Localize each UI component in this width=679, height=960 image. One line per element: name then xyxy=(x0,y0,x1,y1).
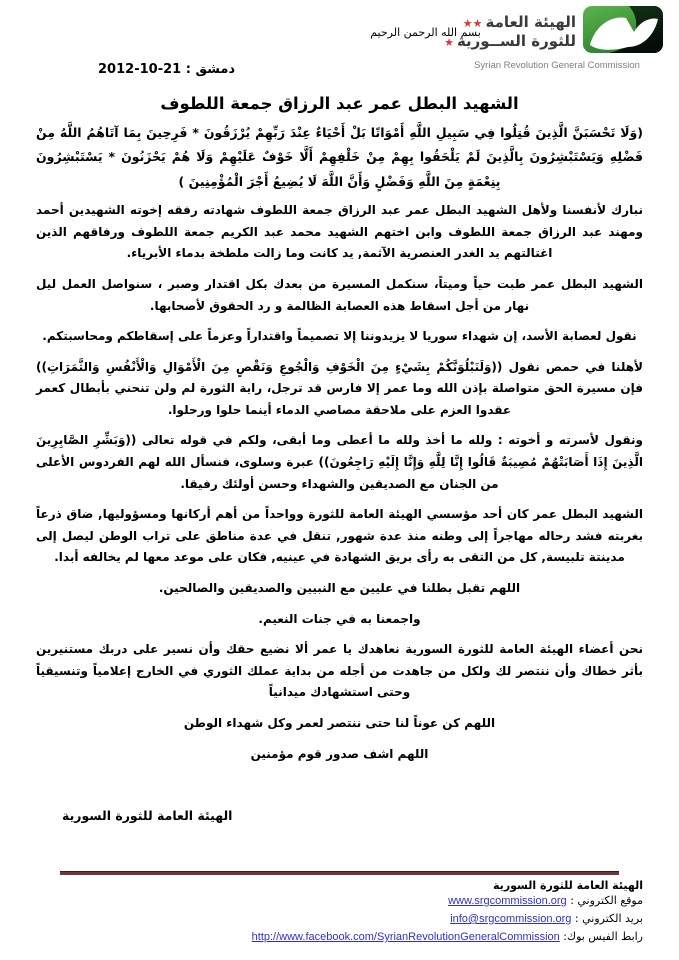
paragraph: ونقول لأسرته و أخوته : ولله ما أخذ ولله ما أعطى وما أبقى، ولكم في قوله تعالى ((وَبَشِّرِ الصَّابِرِينَ الَّذِينَ إِذَا أَصَابَتْهُمْ مُصِيبَةٌ قَالُوا إِنَّا لِلَّهِ وَإِنَّا إِلَيْهِ رَاجِعُونَ)) عبرة وسلوى، فنسأل الله لهم الفردوس الأعلى من الجنان مع الصديقين والشهداء وحسن أولئك رفيقا. xyxy=(36,433,643,491)
signature: الهيئة العامة للثورة السورية xyxy=(62,808,233,824)
paragraph: اللهم تقبل بطلنا في عليين مع النبيين والصديقين والصالحين. xyxy=(158,581,521,596)
paragraph: واجمعنا به في جنات النعيم. xyxy=(258,611,421,626)
city-date-line: دمشق : 21-10-2012 xyxy=(98,62,236,77)
footer-divider xyxy=(60,871,619,875)
srgc-logo-name xyxy=(444,13,576,51)
paragraph: نقول لعصابة الأسد، إن شهداء سوريا لا يزيدوننا إلا تصميماً واقتداراً وعزماً على إسقاطكم ومحاسبتكم. xyxy=(42,329,637,344)
star-icon-line2: ★ xyxy=(444,35,454,49)
website-label: موقع الكتروني : xyxy=(570,893,643,907)
website-link[interactable]: www.srgcommission.org xyxy=(448,894,567,907)
paragraph: اللهم اشف صدور قوم مؤمنين xyxy=(250,746,429,761)
quran-verse: (وَلَا تَحْسَبَنَّ الَّذِينَ قُتِلُوا فِي سَبِيلِ اللَّهِ أَمْوَاتًا بَلْ أَحْيَاءٌ عِنْدَ رَبِّهِمْ يُرْزَقُونَ * فَرِحِينَ بِمَا آتَاهُمُ اللَّهُ مِنْ فَضْلِهِ وَيَسْتَبْشِرُونَ بِالَّذِينَ لَمْ يَلْحَقُوا بِهِمْ مِنْ خَلْفِهِمْ أَلَّا خَوْفٌ عَلَيْهِمْ وَلَا هُمْ يَحْزَنُونَ * يَسْتَبْشِرُونَ بِنِعْمَةٍ مِنَ اللَّهِ وَفَضْلٍ وَأَنَّ اللَّهَ لَا يُضِيعُ أَجْرَ الْمُؤْمِنِينَ ) xyxy=(36,125,643,189)
srgc-logo-icon xyxy=(583,6,663,57)
paragraph: الشهيد البطل عمر كان أحد مؤسسي الهيئة العامة للثورة وواحداً من أهم أركانها ومسؤوليها, ضاق ذرعاً بغربته فشد رحاله مهاجراً إلى وطنه منذ عدة شهور, تنقل في عدة مناطق على تراب الوطن ليصل إلى مدينتة تلبيسة, كل من التقى به رأى بريق الشهادة في عينيه, فكان على موعد معها لم يخالفه أبدا. xyxy=(36,507,643,565)
srgc-logo xyxy=(444,6,663,71)
email-link[interactable]: info@srgcommission.org xyxy=(450,912,572,925)
logo-name-line1: الهيئة العامة xyxy=(485,12,576,31)
page-header xyxy=(36,6,643,88)
star-icons-line1: ★★ xyxy=(462,16,483,30)
bismillah-text: بسم الله الرحمن الرحيم xyxy=(370,26,481,39)
page-title: الشهيد البطل عمر عبد الرزاق جمعة اللطوف xyxy=(160,94,519,113)
page-footer xyxy=(36,871,643,960)
footer-org-name: الهيئة العامة للثورة السورية xyxy=(493,878,643,892)
facebook-link[interactable]: http://www.facebook.com/SyrianRevolutionGeneralCommission xyxy=(251,930,560,943)
paragraphs xyxy=(36,200,643,774)
paragraph: لأهلنا في حمص نقول ((وَلَنَبْلُوَنَّكُمْ بِشَيْءٍ مِنَ الْخَوْفِ وَالْجُوعِ وَنَقْصٍ مِنَ الْأَمْوَالِ وَالْأَنْفُسِ وَالثَّمَرَاتِ)) فإن مسيرة الحق متواصلة بإذن الله وما عمر إلا فارس قد ترجل، راية الثورة لم ولن تنحني بأبطال كعمر عقدوا العزم على ملاحقة مصاصي الدماء أينما حلوا ورحلوا. xyxy=(36,359,643,417)
footer-website-line xyxy=(36,892,643,910)
email-label: بريد الكتروني : xyxy=(574,911,643,925)
paragraph: نحن أعضاء الهيئة العامة للثورة السورية نعاهدك يا عمر ألا نضيع حقك وأن نسير على دربك مستنيرين بأثر خطاك وأن ننتصر لك ولكل من جاهدت من أجله من بداية عملك الثوري في الخارج إعلامياً وتنسيقياً وحتى استشهادك ميدانياً xyxy=(36,642,643,700)
paragraph: نبارك لأنفسنا ولأهل الشهيد البطل عمر عبد الرزاق جمعة اللطوف شهادته رفقه إخوته الشهيدين أحمد ومهند عبد الرزاق جمعة اللطوف وابن اختهم الشهيد محمد عبد الكريم جمعة اللطوف ورفاقهم الذين اغتالتهم يد الغدر العنصرية الآثمة, يد كانت وما زالت ملطخة بدماء الأبرياء. xyxy=(36,203,643,261)
facebook-label: رابط الفيس بوك: xyxy=(563,929,643,943)
paragraph: الشهيد البطل عمر طبت حياً وميتاً، سنكمل المسيرة من بعدك بكل اقتدار وصبر ، سنواصل العمل ليل نهار من أجل اسقاط هذه العصابة الظالمة و رد الحقوق لأصحابها. xyxy=(36,276,643,313)
footer-facebook-line xyxy=(36,928,643,946)
paragraph: اللهم كن عوناً لنا حتى ننتصر لعمر وكل شهداء الوطن xyxy=(183,716,496,730)
logo-name-line2: للثورة الســورية xyxy=(456,31,576,50)
srgc-logo-subtitle-en: Syrian Revolution General Commission xyxy=(474,60,640,71)
footer-email-line xyxy=(36,910,643,928)
